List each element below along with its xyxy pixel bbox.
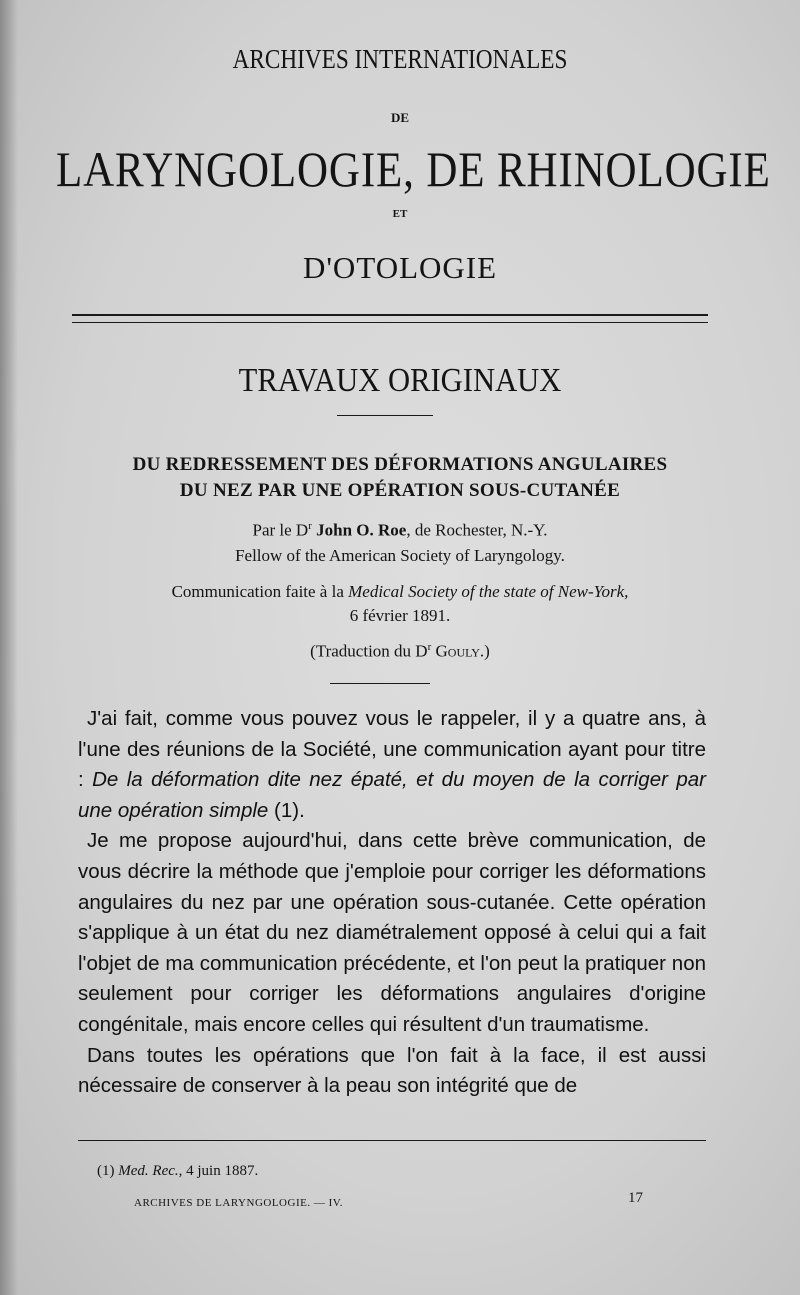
communication-prefix: Communication faite à la [171, 582, 349, 601]
p1-text-b: (1). [268, 798, 305, 822]
footnote-rest: , 4 juin 1887. [178, 1163, 259, 1179]
byline-rule [330, 683, 430, 684]
paragraph-3: Dans toutes les opérations que l'on fait à la face, il est aussi nécessaire de conserver à la peau son intégrité que de [78, 1043, 706, 1098]
byline-sup: r [308, 520, 312, 532]
journal-title-line3: D'OTOLOGIE [302, 250, 498, 285]
p1-italic-title: De la déformation dite nez épaté, et du moyen de la corriger par une opération simple [78, 768, 706, 822]
paragraph-2: Je me propose aujourd'hui, dans cette brève communication, de vous décrire la méthode que j'emploie pour corriger les déformations angulaires du nez par une opération sous-cutanée. Cette opération s'applique à un état du nez diamétralement opposé à celui qui a fait l'objet de ma communication précédente, et l'on peut la pratiquer non seulement pour corriger les déformations angulaires d'origine congénitale, mais encore celles qui résultent d'un traumatisme. [78, 829, 706, 1036]
footnote-source: Med. Rec. [118, 1163, 179, 1179]
journal-title-de: DE [390, 110, 410, 125]
footnote-marker: (1) [97, 1163, 115, 1179]
communication-line [0, 582, 800, 602]
article-title-line2: DU NEZ PAR UNE OPÉRATION SOUS-CUTANÉE [179, 480, 621, 501]
page-number: 17 [628, 1190, 643, 1206]
journal-title-et: ET [392, 208, 408, 220]
affiliation: Fellow of the American Society of Laryngology. [235, 546, 565, 565]
translation-sup: r [427, 641, 432, 653]
footnote [97, 1163, 258, 1180]
printer-signature: ARCHIVES DE LARYNGOLOGIE. — IV. [134, 1197, 344, 1209]
section-title: TRAVAUX ORIGINAUX [238, 362, 562, 399]
translation-credit [0, 641, 800, 662]
communication-date: 6 février 1891. [349, 606, 451, 625]
byline-suffix: , de Rochester, N.-Y. [406, 520, 548, 540]
translation-suffix: .) [479, 641, 490, 661]
header-rule-thick [72, 314, 708, 316]
journal-title-line2: LARYNGOLOGIE, DE RHINOLOGIE [56, 141, 771, 197]
paragraph-1 [78, 704, 706, 826]
byline-prefix: Par le D [252, 520, 309, 540]
author-name: John O. Roe [316, 520, 407, 540]
header-rule-thin [72, 322, 708, 323]
translator-name: Gouly [435, 641, 480, 661]
communication-society: Medical Society of the state of New-York, [348, 582, 629, 601]
article-body [78, 704, 706, 1102]
p1-text-a: J'ai fait, comme vous pouvez vous le rappeler, il y a quatre ans, à l'une des réunions de la Société, une communication ayant pour titre : [78, 707, 706, 792]
byline [0, 520, 800, 541]
journal-title-line1: ARCHIVES INTERNATIONALES [232, 44, 568, 74]
translation-prefix: (Traduction du D [310, 641, 428, 661]
article-title-line1: DU REDRESSEMENT DES DÉFORMATIONS ANGULAIRES [132, 454, 668, 475]
footnote-rule [78, 1140, 706, 1141]
section-rule [337, 415, 433, 416]
